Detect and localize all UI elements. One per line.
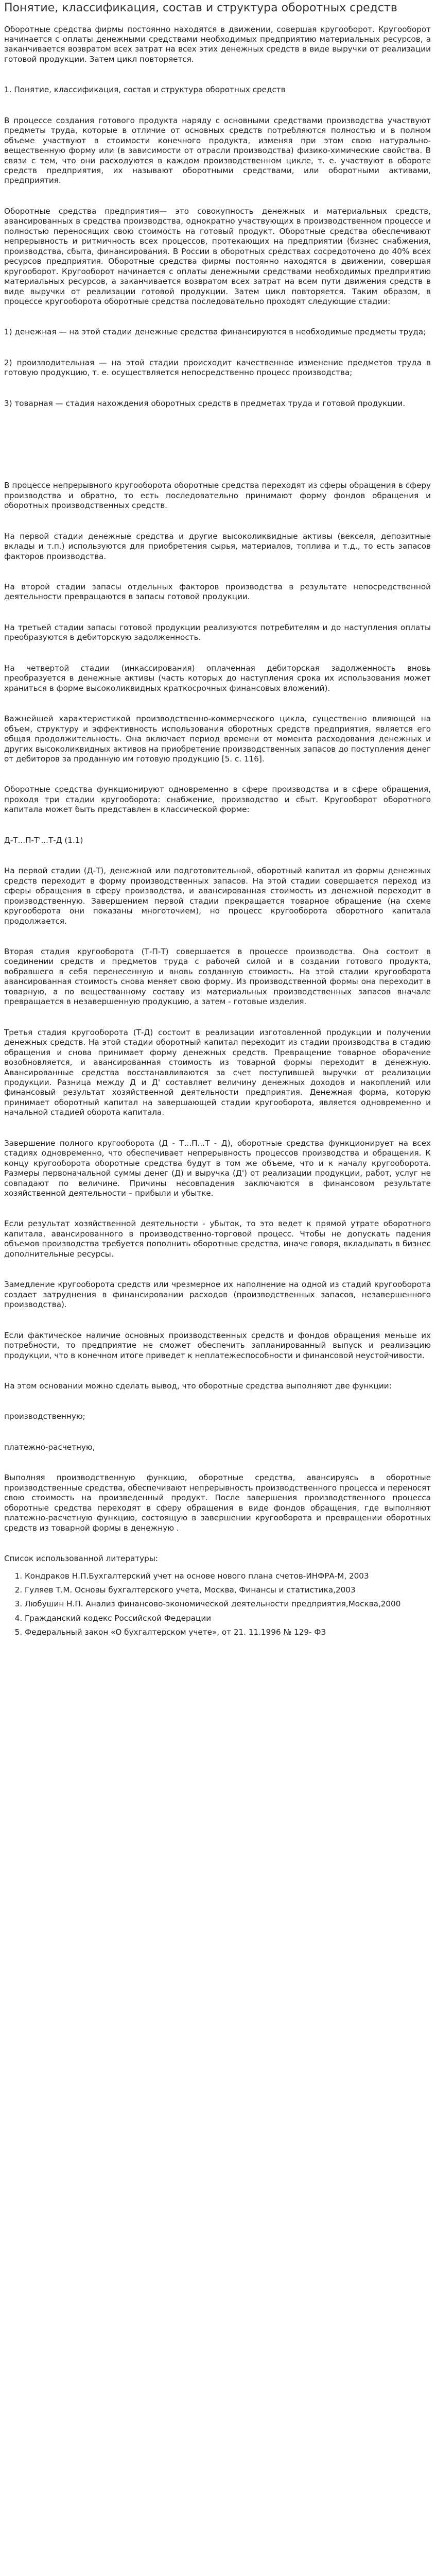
paragraph: На третьей стадии запасы готовой продукции реализуются потребителям и до наступления оплаты преобразуются в дебиторскую задолженность. xyxy=(4,622,431,642)
section-heading: 1. Понятие, классификация, состав и структура оборотных средств xyxy=(4,85,286,95)
paragraph: На четвертой стадии (инкассирования) оплаченная дебиторская задолженность вновь преобразуется в денежные активы (часть которых до наступления срока их использования может храниться в форме высоколиквидных краткосрочных финансовых вложений). xyxy=(4,663,431,693)
paragraph: Вторая стадия кругооборота (Т-П-Т) совершается в процессе производства. Она состоит в соединении средств и предметов труда с рабочей силой и в создании готового продукта, вобравшего в себя перенесенную и вновь созданную стоимость. На этой стадии кругооборота авансированная стоимость снова меняет свою форму. Из производственной формы она переходит в товарную, а по веществанному составу из материальных производственных запасов вначале превращается в незавершенную продукцию, а затем - готовые изделия. xyxy=(4,946,431,1007)
paragraph: На первой стадии денежные средства и другие высоколиквидные активы (векселя, депозитные вклады и т.п.) используются для приобретения сырья, материалов, топлива и т.д., то есть запасов факторов производства. xyxy=(4,531,431,561)
stage-item: 3) товарная — стадия нахождения оборотных средств в предметах труда и готовой продукции. xyxy=(4,398,406,408)
cycle-formula: Д-Т...П-Т'...Т-Д (1.1) xyxy=(4,835,83,845)
paragraph: В процессе непрерывного кругооборота оборотные средства переходят из сферы обращения в сферу производства и обратно, то есть последовательно принимают форму фондов обращения и оборотных производственных средств. xyxy=(4,481,431,511)
paragraph: Замедление кругооборота средств или чрезмерное их наполнение на одной из стадий кругооборота создает затруднения в финансировании расходов (производственных запасов, незавершенного производства). xyxy=(4,1280,431,1310)
references-heading: Список использованной литературы: xyxy=(4,1554,158,1564)
stage-item: 1) денежная — на этой стадии денежные средства финансируются в необходимые предметы труда; xyxy=(4,327,426,337)
references-list xyxy=(4,1571,431,1638)
intro-paragraph: Оборотные средства фирмы постоянно находятся в движении, совершая кругооборот. Кругооборот начинается с оплаты денежными средствами необходимых предприятию материальных ресурсов, а заканчивается возвратом всех затрат на всех этих денежных средств в виде выручки от реализации готовой продукции. Затем цикл повторяется. xyxy=(4,24,431,64)
paragraph: На первой стадии (Д-Т), денежной или подготовительной, оборотный капитал из формы денежных средств переходит в форму производственных запасов. На этой стадии совершается переход из сферы обращения в сферу производства, и авансированная стоимость из денежной переходит в производственную. Завершением первой стадии прекращается товарное обращение (на схеме кругооборота они показаны многоточием), но процесс кругооборота оборотного капитала продолжается. xyxy=(4,866,431,926)
function-item: платежно-расчетную, xyxy=(4,1442,95,1452)
paragraph: Оборотные средства функционируют одновременно в сфере производства и в сфере обращения, проходя три стадии кругооборота: снабжение, производство и сбыт. Кругооборот оборотного капитала может быть представлен в классической форме: xyxy=(4,785,431,815)
paragraph: Оборотные средства предприятия— это совокупность денежных и материальных средств, авансированных в средства производства, однократно участвующих в производственном процессе и полностью переносящих свою стоимость на готовый продукт. Оборотные средства обеспечивают непрерывность и ритмичность всех процессов, протекающих на предприятии (бизнес снабжения, производства, сбыта, финансирования. В России в оборотных средствах сосредоточено до 40% всех ресурсов предприятия. Оборотные средства фирмы постоянно находятся в движении, совершая кругооборот. Кругооборот начинается с оплаты денежными средствами необходимых предприятию материальных ресурсов, а заканчивается возвратом всех затрат на всем пути движения средств в виде выручки от реализации готовой продукции. Затем цикл повторяется. Таким образом, в процессе кругооборота оборотные средства последовательно проходят следующие стадии: xyxy=(4,206,431,307)
stage-item: 2) производительная — на этой стадии происходит качественное изменение предметов труда в готовую продукцию, т. е. осуществляется непосредственно процесс производства; xyxy=(4,358,431,378)
reference-item: 1. Кондраков Н.П.Бухгалтерский учет на основе нового плана счетов-ИНФРА-М, 2003 xyxy=(25,1571,431,1581)
paragraph: В процессе создания готового продукта наряду с основными средствами производства участвуют предметы труда, которые в отличие от основных средств потребляются полностью и в полном объеме участвуют в стоимости конечного продукта, изменяя при этом свою натурально-вещественную форму или (в зависимости от отрасли производства) физико-химические свойства. В связи с тем, что они расходуются в каждом производственном цикле, т. е. участвуют в обороте средств предприятия, их называют оборотными средствами, или оборотными активами, предприятия. xyxy=(4,115,431,185)
paragraph: Важнейшей характеристикой производственно-коммерческого цикла, существенно влияющей на объем, структуру и эффективность использования оборотных средств предприятия, является его общая продолжительность. Она включает период времени от момента расходования денежных и других высоколиквидных активов на приобретение производственных запасов до поступления денег от дебиторов за проданную им готовую продукцию [5. с. 116]. xyxy=(4,714,431,764)
function-item: производственную; xyxy=(4,1412,85,1421)
reference-item: 4. Гражданский кодекс Российской Федерации xyxy=(25,1614,431,1623)
reference-item: 5. Федеральный закон «О бухгалтерском учете», от 21. 11.1996 № 129- ФЗ xyxy=(25,1628,431,1637)
paragraph: Третья стадия кругооборота (Т-Д) состоит в реализации изготовленной продукции и получении денежных средств. На этой стадии оборотный капитал переходит из стадии производства в стадию обращения и снова принимает форму денежных средств. Превращение товарное оборачение возобновляется, и авансированная стоимость из товарной формы переходит в денежную. Авансированные средства восстанавливаются за счет поступившей выручки от реализации продукции. Разница между Д и Д' составляет величину денежных доходов и накоплений или финансовый результат хозяйственной деятельности предприятия. Денежная форма, которую принимает оборотный капитал на завершающей стадии кругооборота, является одновременно и начальной стадией оборота капитала. xyxy=(4,1027,431,1117)
paragraph: Завершение полного кругооборота (Д - Т...П...Т - Д), оборотные средства функционирует на всех стадиях одновременно, что обеспечивает непрерывность процессов производства и обращения. К концу кругооборота оборотные средства будут в том же объеме, что и к началу кругооборота. Размеры первоначальной суммы денег (Д) и выручка (Д') от реализации продукции, работ, услуг не совпадают по величине. Причины несовпадения заключаются в финансовом результате хозяйственной деятельности – прибыли и убытке. xyxy=(4,1138,431,1198)
reference-item: 2. Гуляев Т.М. Основы бухгалтерского учета, Москва, Финансы и статистика,2003 xyxy=(25,1585,431,1595)
paragraph: Если результат хозяйственной деятельности - убыток, то это ведет к прямой утрате оборотного капитала, авансированного в производственно-торговой процесс. Чтобы не допускать падения объемов производства требуется пополнить оборотные средства, иначе говоря, вкладывать в бизнес дополнительные ресурсы. xyxy=(4,1219,431,1259)
paragraph: На этом основании можно сделать вывод, что оборотные средства выполняют две функции: xyxy=(4,1381,392,1391)
reference-item: 3. Любушин Н.П. Анализ финансово-экономической деятельности предприятия,Москва,2000 xyxy=(25,1599,431,1609)
page-title: Понятие, классификация, состав и структура оборотных средств xyxy=(4,2,397,14)
paragraph: На второй стадии запасы отдельных факторов производства в результате непосредственной деятельности превращаются в запасы готовой продукции. xyxy=(4,582,431,602)
paragraph: Выполняя производственную функцию, оборотные средства, авансируясь в оборотные производственные средства, обеспечивают непрерывность производственного процесса и переносят свою стоимость на произведенный продукт. После завершения производственного процесса оборотные средства переходят в сферу обращения в виде фондов обращения, где выполняют платежно-расчетную функцию, состоящую в завершении кругооборота и превращении оборотных средств из товарной формы в денежную . xyxy=(4,1473,431,1533)
paragraph: Если фактическое наличие основных производственных средств и фондов обращения меньше их потребности, то предприятие не сможет обеспечить запланированный выпуск и реализацию продукции, что в конечном итоге приведет к неплатежеспособности и финансовой неустойчивости. xyxy=(4,1330,431,1360)
